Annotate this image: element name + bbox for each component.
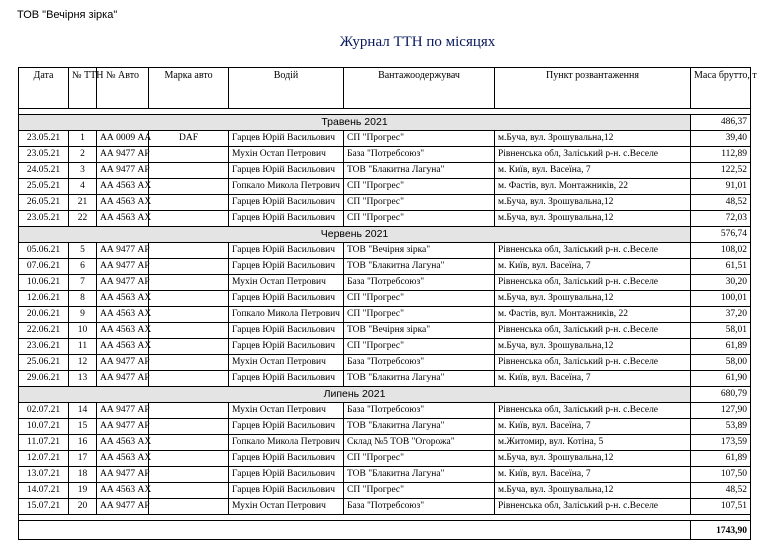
cell-car-brand <box>149 195 229 211</box>
cell-ttn-number: 5 <box>69 243 97 259</box>
cell-date: 26.05.21 <box>19 195 69 211</box>
cell-unload-point: Рівненська обл, Заліський р-н. с.Веселе <box>495 243 691 259</box>
cell-unload-point: м. Київ, вул. Васеїна, 7 <box>495 259 691 275</box>
cell-date: 25.05.21 <box>19 179 69 195</box>
cell-car-brand <box>149 243 229 259</box>
cell-ttn-number: 12 <box>69 355 97 371</box>
header-car-brand: Марка авто <box>149 68 229 109</box>
cell-car-brand <box>149 147 229 163</box>
cell-consignee: СП "Прогрес" <box>344 195 495 211</box>
cell-ttn-number: 7 <box>69 275 97 291</box>
cell-gross-mass: 72,03 <box>691 211 751 227</box>
month-total: 680,79 <box>691 387 751 403</box>
cell-unload-point: Рівненська обл, Заліський р-н. с.Веселе <box>495 275 691 291</box>
cell-gross-mass: 61,51 <box>691 259 751 275</box>
grand-total-value: 1743,90 <box>691 521 751 540</box>
cell-unload-point: Рівненська обл, Заліський р-н. с.Веселе <box>495 323 691 339</box>
cell-date: 25.06.21 <box>19 355 69 371</box>
cell-driver: Гарцев Юрій Васильович <box>229 483 344 499</box>
month-group-row <box>19 227 751 243</box>
cell-ttn-number: 2 <box>69 147 97 163</box>
cell-car-brand <box>149 435 229 451</box>
ttn-journal-table <box>18 67 757 540</box>
cell-car-brand <box>149 339 229 355</box>
cell-ttn-number: 11 <box>69 339 97 355</box>
cell-car-brand <box>149 275 229 291</box>
cell-auto-number: АА 9477 АР <box>97 243 149 259</box>
cell-gross-mass: 58,01 <box>691 323 751 339</box>
cell-auto-number: АА 4563 АХ <box>97 307 149 323</box>
month-name: Липень 2021 <box>19 387 691 403</box>
cell-date: 22.06.21 <box>19 323 69 339</box>
cell-consignee: ТОВ "Блакитна Лагуна" <box>344 371 495 387</box>
table-row <box>19 371 751 387</box>
cell-gross-mass: 30,20 <box>691 275 751 291</box>
cell-date: 13.07.21 <box>19 467 69 483</box>
cell-consignee: База "Потребсоюз" <box>344 403 495 419</box>
cell-driver: Гарцев Юрій Васильович <box>229 131 344 147</box>
month-group-row <box>19 115 751 131</box>
cell-unload-point: Рівненська обл, Заліський р-н. с.Веселе <box>495 403 691 419</box>
cell-ttn-number: 15 <box>69 419 97 435</box>
header-auto-number: № Авто <box>97 68 149 109</box>
cell-auto-number: АА 4563 АХ <box>97 323 149 339</box>
cell-unload-point: м.Буча, вул. Зрошувальна,12 <box>495 291 691 307</box>
cell-gross-mass: 173,59 <box>691 435 751 451</box>
cell-car-brand <box>149 323 229 339</box>
cell-gross-mass: 100,01 <box>691 291 751 307</box>
cell-unload-point: м. Київ, вул. Васеїна, 7 <box>495 419 691 435</box>
table-row <box>19 291 751 307</box>
header-ttn-number: № ТТН <box>69 68 97 109</box>
table-row <box>19 419 751 435</box>
cell-ttn-number: 10 <box>69 323 97 339</box>
cell-unload-point: м.Буча, вул. Зрошувальна,12 <box>495 195 691 211</box>
cell-auto-number: АА 4563 АХ <box>97 291 149 307</box>
cell-auto-number: АА 9477 АР <box>97 499 149 515</box>
table-row <box>19 483 751 499</box>
cell-ttn-number: 18 <box>69 467 97 483</box>
header-driver: Водій <box>229 68 344 109</box>
cell-date: 23.05.21 <box>19 131 69 147</box>
cell-unload-point: м. Фастів, вул. Монтажників, 22 <box>495 179 691 195</box>
grand-total-blank <box>19 521 691 540</box>
cell-gross-mass: 61,89 <box>691 451 751 467</box>
cell-consignee: ТОВ "Блакитна Лагуна" <box>344 259 495 275</box>
cell-car-brand <box>149 371 229 387</box>
cell-driver: Гопкало Микола Петрович <box>229 179 344 195</box>
cell-gross-mass: 48,52 <box>691 195 751 211</box>
cell-ttn-number: 9 <box>69 307 97 323</box>
table-row <box>19 467 751 483</box>
cell-unload-point: м.Житомир, вул. Котіна, 5 <box>495 435 691 451</box>
cell-consignee: СП "Прогрес" <box>344 131 495 147</box>
table-row <box>19 131 751 147</box>
cell-consignee: База "Потребсоюз" <box>344 147 495 163</box>
cell-gross-mass: 91,01 <box>691 179 751 195</box>
cell-gross-mass: 108,02 <box>691 243 751 259</box>
table-row <box>19 307 751 323</box>
cell-ttn-number: 4 <box>69 179 97 195</box>
cell-date: 23.06.21 <box>19 339 69 355</box>
cell-consignee: ТОВ "Блакитна Лагуна" <box>344 163 495 179</box>
cell-date: 23.05.21 <box>19 211 69 227</box>
cell-driver: Гарцев Юрій Васильович <box>229 419 344 435</box>
table-row <box>19 435 751 451</box>
cell-driver: Гопкало Микола Петрович <box>229 435 344 451</box>
cell-date: 14.07.21 <box>19 483 69 499</box>
cell-car-brand <box>149 355 229 371</box>
cell-date: 07.06.21 <box>19 259 69 275</box>
cell-consignee: СП "Прогрес" <box>344 451 495 467</box>
cell-auto-number: АА 4563 АХ <box>97 339 149 355</box>
cell-car-brand <box>149 483 229 499</box>
cell-date: 23.05.21 <box>19 147 69 163</box>
cell-unload-point: Рівненська обл, Заліський р-н. с.Веселе <box>495 147 691 163</box>
cell-driver: Мухін Остап Петрович <box>229 147 344 163</box>
cell-ttn-number: 14 <box>69 403 97 419</box>
cell-driver: Гарцев Юрій Васильович <box>229 243 344 259</box>
cell-date: 10.06.21 <box>19 275 69 291</box>
cell-gross-mass: 37,20 <box>691 307 751 323</box>
cell-ttn-number: 16 <box>69 435 97 451</box>
cell-auto-number: АА 4563 АХ <box>97 195 149 211</box>
cell-unload-point: Рівненська обл, Заліський р-н. с.Веселе <box>495 499 691 515</box>
cell-unload-point: м. Київ, вул. Васеїна, 7 <box>495 467 691 483</box>
cell-car-brand <box>149 259 229 275</box>
month-name: Червень 2021 <box>19 227 691 243</box>
cell-consignee: ТОВ "Блакитна Лагуна" <box>344 467 495 483</box>
cell-gross-mass: 48,52 <box>691 483 751 499</box>
cell-auto-number: АА 4563 АХ <box>97 451 149 467</box>
cell-car-brand <box>149 403 229 419</box>
cell-unload-point: м.Буча, вул. Зрошувальна,12 <box>495 483 691 499</box>
cell-ttn-number: 3 <box>69 163 97 179</box>
cell-consignee: СП "Прогрес" <box>344 307 495 323</box>
cell-consignee: База "Потребсоюз" <box>344 275 495 291</box>
cell-consignee: База "Потребсоюз" <box>344 355 495 371</box>
cell-date: 24.05.21 <box>19 163 69 179</box>
month-total: 576,74 <box>691 227 751 243</box>
table-row <box>19 451 751 467</box>
cell-auto-number: АА 9477 АР <box>97 147 149 163</box>
cell-ttn-number: 21 <box>69 195 97 211</box>
cell-consignee: Склад №5 ТОВ "Огорожа" <box>344 435 495 451</box>
cell-gross-mass: 122,52 <box>691 163 751 179</box>
table-row <box>19 275 751 291</box>
table-row <box>19 259 751 275</box>
cell-car-brand <box>149 211 229 227</box>
cell-date: 12.06.21 <box>19 291 69 307</box>
cell-unload-point: м. Київ, вул. Васеїна, 7 <box>495 371 691 387</box>
cell-ttn-number: 19 <box>69 483 97 499</box>
cell-driver: Гарцев Юрій Васильович <box>229 323 344 339</box>
cell-driver: Гарцев Юрій Васильович <box>229 371 344 387</box>
cell-consignee: СП "Прогрес" <box>344 179 495 195</box>
header-unload-point: Пункт розвантаження <box>495 68 691 109</box>
grand-total-row <box>19 521 751 540</box>
cell-date: 29.06.21 <box>19 371 69 387</box>
cell-gross-mass: 39,40 <box>691 131 751 147</box>
cell-driver: Гопкало Микола Петрович <box>229 307 344 323</box>
company-name: ТОВ "Вечірня зірка" <box>17 9 118 21</box>
cell-date: 02.07.21 <box>19 403 69 419</box>
cell-auto-number: АА 4563 АХ <box>97 179 149 195</box>
table-row <box>19 243 751 259</box>
cell-auto-number: АА 9477 АР <box>97 275 149 291</box>
cell-gross-mass: 107,50 <box>691 467 751 483</box>
header-consignee: Вантажоодержувач <box>344 68 495 109</box>
cell-date: 05.06.21 <box>19 243 69 259</box>
cell-car-brand <box>149 419 229 435</box>
cell-driver: Гарцев Юрій Васильович <box>229 339 344 355</box>
cell-unload-point: м. Київ, вул. Васеїна, 7 <box>495 163 691 179</box>
cell-driver: Гарцев Юрій Васильович <box>229 211 344 227</box>
cell-consignee: ТОВ "Блакитна Лагуна" <box>344 419 495 435</box>
cell-consignee: СП "Прогрес" <box>344 339 495 355</box>
cell-driver: Мухін Остап Петрович <box>229 499 344 515</box>
header-row <box>19 68 751 109</box>
header-date: Дата <box>19 68 69 109</box>
cell-consignee: СП "Прогрес" <box>344 483 495 499</box>
table-row <box>19 499 751 515</box>
cell-auto-number: АА 9477 АР <box>97 371 149 387</box>
cell-consignee: База "Потребсоюз" <box>344 499 495 515</box>
cell-driver: Мухін Остап Петрович <box>229 355 344 371</box>
cell-ttn-number: 22 <box>69 211 97 227</box>
cell-unload-point: м.Буча, вул. Зрошувальна,12 <box>495 131 691 147</box>
table-row <box>19 355 751 371</box>
table-row <box>19 147 751 163</box>
cell-car-brand <box>149 179 229 195</box>
cell-ttn-number: 6 <box>69 259 97 275</box>
cell-car-brand <box>149 307 229 323</box>
cell-auto-number: АА 4563 АХ <box>97 211 149 227</box>
cell-driver: Гарцев Юрій Васильович <box>229 451 344 467</box>
table-row <box>19 195 751 211</box>
cell-car-brand <box>149 291 229 307</box>
cell-date: 11.07.21 <box>19 435 69 451</box>
table-row <box>19 323 751 339</box>
month-total: 486,37 <box>691 115 751 131</box>
cell-unload-point: м.Буча, вул. Зрошувальна,12 <box>495 451 691 467</box>
cell-unload-point: м.Буча, вул. Зрошувальна,12 <box>495 211 691 227</box>
cell-ttn-number: 1 <box>69 131 97 147</box>
cell-auto-number: АА 9477 АР <box>97 403 149 419</box>
cell-date: 10.07.21 <box>19 419 69 435</box>
cell-date: 12.07.21 <box>19 451 69 467</box>
cell-auto-number: АА 9477 АР <box>97 355 149 371</box>
table-row <box>19 211 751 227</box>
cell-unload-point: Рівненська обл, Заліський р-н. с.Веселе <box>495 355 691 371</box>
cell-consignee: ТОВ "Вечірня зірка" <box>344 243 495 259</box>
cell-unload-point: м.Буча, вул. Зрошувальна,12 <box>495 339 691 355</box>
cell-car-brand <box>149 163 229 179</box>
month-group-row <box>19 387 751 403</box>
cell-consignee: СП "Прогрес" <box>344 211 495 227</box>
table-row <box>19 339 751 355</box>
cell-ttn-number: 8 <box>69 291 97 307</box>
cell-ttn-number: 13 <box>69 371 97 387</box>
cell-auto-number: АА 9477 АР <box>97 259 149 275</box>
cell-auto-number: АА 9477 АР <box>97 467 149 483</box>
cell-driver: Гарцев Юрій Васильович <box>229 163 344 179</box>
header-gross-mass: Маса брутто, т <box>691 68 751 109</box>
cell-gross-mass: 127,90 <box>691 403 751 419</box>
cell-ttn-number: 20 <box>69 499 97 515</box>
cell-driver: Мухін Остап Петрович <box>229 275 344 291</box>
cell-ttn-number: 17 <box>69 451 97 467</box>
cell-gross-mass: 58,00 <box>691 355 751 371</box>
cell-gross-mass: 53,89 <box>691 419 751 435</box>
cell-driver: Гарцев Юрій Васильович <box>229 291 344 307</box>
cell-gross-mass: 61,90 <box>691 371 751 387</box>
cell-date: 20.06.21 <box>19 307 69 323</box>
month-name: Травень 2021 <box>19 115 691 131</box>
cell-date: 15.07.21 <box>19 499 69 515</box>
cell-driver: Мухін Остап Петрович <box>229 403 344 419</box>
page-title: Журнал ТТН по місяцях <box>339 34 496 50</box>
cell-consignee: ТОВ "Вечірня зірка" <box>344 323 495 339</box>
cell-car-brand: DAF <box>149 131 229 147</box>
cell-gross-mass: 107,51 <box>691 499 751 515</box>
cell-driver: Гарцев Юрій Васильович <box>229 195 344 211</box>
cell-gross-mass: 61,89 <box>691 339 751 355</box>
cell-auto-number: АА 9477 АР <box>97 419 149 435</box>
cell-auto-number: АА 0009 АА <box>97 131 149 147</box>
cell-car-brand <box>149 499 229 515</box>
cell-car-brand <box>149 451 229 467</box>
cell-driver: Гарцев Юрій Васильович <box>229 467 344 483</box>
cell-auto-number: АА 4563 АХ <box>97 435 149 451</box>
cell-gross-mass: 112,89 <box>691 147 751 163</box>
cell-unload-point: м. Фастів, вул. Монтажників, 22 <box>495 307 691 323</box>
table-row <box>19 179 751 195</box>
cell-driver: Гарцев Юрій Васильович <box>229 259 344 275</box>
cell-auto-number: АА 9477 АР <box>97 163 149 179</box>
table-row <box>19 163 751 179</box>
cell-auto-number: АА 4563 АХ <box>97 483 149 499</box>
table-row <box>19 403 751 419</box>
cell-consignee: СП "Прогрес" <box>344 291 495 307</box>
cell-car-brand <box>149 467 229 483</box>
